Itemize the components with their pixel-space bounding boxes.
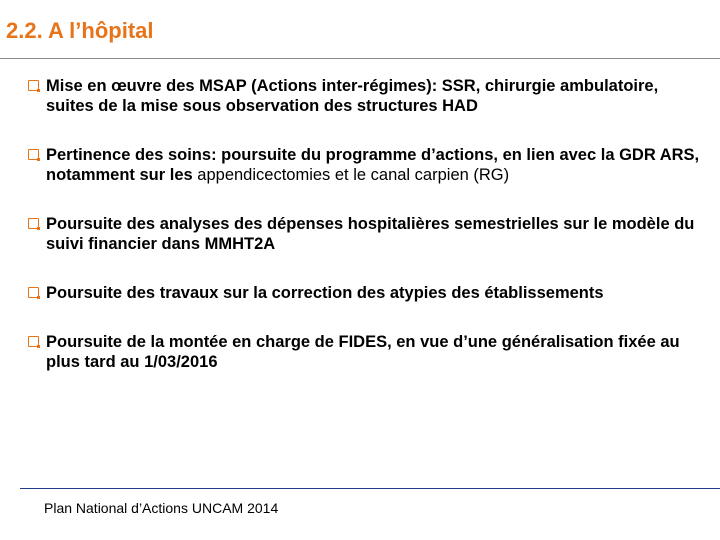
bullet-item [28,76,708,116]
bullet-item [28,332,708,372]
footer-divider [20,488,720,489]
slide-title: 2.2. A l’hôpital [6,18,154,43]
bullet-text-bold: Poursuite de la montée en charge de FIDES, en vue d’une généralisation fixée au plus tard au 1/03/2016 [46,333,680,371]
bullet-text-bold: Poursuite des travaux sur la correction des atypies des établissements [46,284,604,302]
bullet-text-bold: Pertinence des soins: poursuite du programme d’actions, en lien avec la GDR ARS, notamment sur les [46,146,700,184]
checkbox-bullet-icon [28,336,39,347]
checkbox-bullet-icon [28,287,39,298]
bullet-item [28,214,708,254]
checkbox-bullet-icon [28,80,39,91]
bullet-item [28,283,708,303]
footer-text: Plan National d’Actions UNCAM 2014 [44,500,279,516]
bullet-item [28,145,708,185]
bullet-text-bold: Mise en œuvre des MSAP (Actions inter-régimes): SSR, chirurgie ambulatoire, suites de la mise sous observation des structures HAD [46,77,659,115]
bullet-text-normal: appendicectomies et le canal carpien (RG) [197,166,510,184]
checkbox-bullet-icon [28,218,39,229]
checkbox-bullet-icon [28,149,39,160]
bullet-list [28,76,708,372]
title-divider [0,58,720,59]
bullet-text-bold: Poursuite des analyses des dépenses hospitalières semestrielles sur le modèle du suivi financier dans MMHT2A [46,215,695,253]
